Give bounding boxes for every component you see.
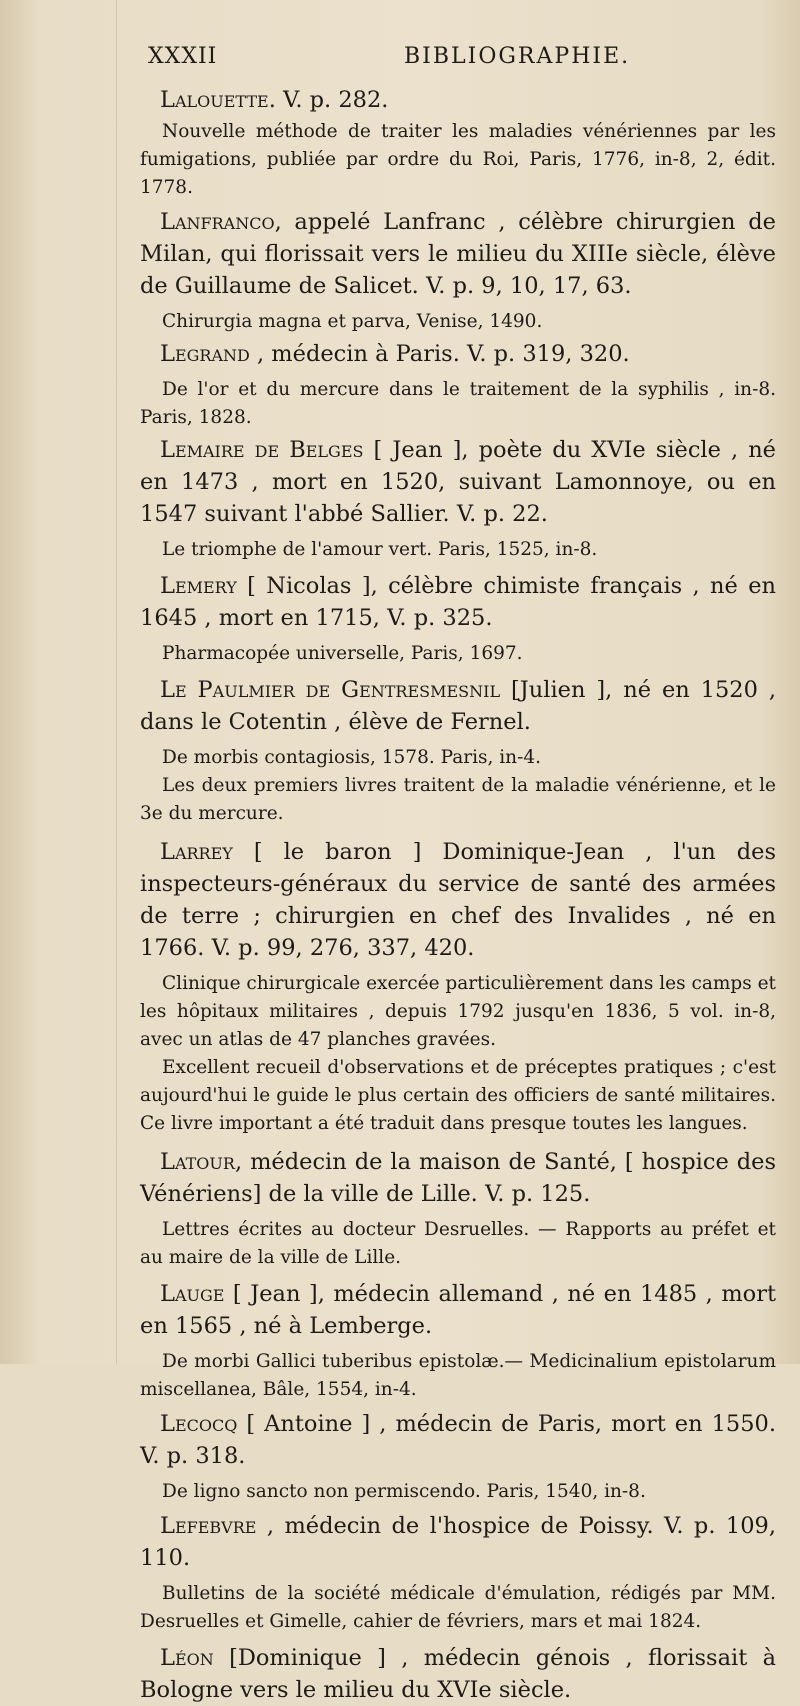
entry-head xyxy=(140,674,776,738)
work-citation: De morbi Gallici tuberibus epistolæ.— Medicinalium epistolarum miscellanea, Bâle, 1554, in-4. xyxy=(140,1351,776,1400)
author-name: Lauge xyxy=(160,1281,225,1307)
bibliography-entry xyxy=(140,1146,776,1272)
author-description: , médecin à Paris. V. p. 319, 320. xyxy=(249,341,630,367)
bibliography-entry xyxy=(140,1408,776,1506)
entry-head xyxy=(140,1278,776,1342)
author-description: [ Jean ], médecin allemand , né en 1485 , mort en 1565 , né à Lemberge. xyxy=(140,1281,776,1339)
work-citation: Bulletins de la société médicale d'émulation, rédigés par MM. Desruelles et Gimelle, cahier de févriers, mars et mai 1824. xyxy=(140,1583,776,1632)
running-title: BIBLIOGRAPHIE. xyxy=(404,44,631,69)
author-description: [Dominique ] , médecin génois , florissait à Bologne vers le milieu du XVIe siècle. xyxy=(140,1645,776,1703)
author-description: [ Antoine ] , médecin de Paris, mort en 1550. V. p. 318. xyxy=(140,1411,776,1469)
author-description: , appelé Lanfranc , célèbre chirurgien de Milan, qui florissait vers le milieu du XIIIe siècle, élève de Guillaume de Salicet. V. p. 9, 10, 17, 63. xyxy=(140,209,776,299)
bibliography-entry xyxy=(140,570,776,668)
work-note: Excellent recueil d'observations et de préceptes pratiques ; c'est aujourd'hui le guide le plus certain des officiers de santé militaires. Ce livre important a été traduit dans presque toutes les langues. xyxy=(140,1057,776,1134)
author-description: [Julien ], né en 1520 , dans le Cotentin , élève de Fernel. xyxy=(140,677,776,735)
author-name: Léon xyxy=(160,1645,214,1671)
work-citation: De ligno sancto non permiscendo. Paris, 1540, in-8. xyxy=(162,1481,646,1502)
bibliography-entry xyxy=(140,836,776,1138)
author-name: Lefebvre xyxy=(160,1513,257,1539)
bibliography-entry xyxy=(140,84,776,202)
bibliography-entry xyxy=(140,674,776,828)
entry-head xyxy=(140,434,776,530)
work-note: Les deux premiers livres traitent de la maladie vénérienne, et le 3e du mercure. xyxy=(140,775,776,824)
author-name: Lanfranco xyxy=(160,209,275,235)
author-name: Larrey xyxy=(160,839,233,865)
bibliography-entry xyxy=(140,206,776,336)
entry-head xyxy=(140,84,776,116)
binding-edge xyxy=(0,0,117,1364)
work-citation: Nouvelle méthode de traiter les maladies vénériennes par les fumigations, publiée par ordre du Roi, Paris, 1776, in-8, 2, édit. 1778. xyxy=(140,121,776,198)
author-name: Lemery xyxy=(160,573,237,599)
bibliography-entry xyxy=(140,434,776,564)
bibliography-list xyxy=(140,84,776,1706)
work-citation: De l'or et du mercure dans le traitement de la syphilis , in-8. Paris, 1828. xyxy=(140,379,776,428)
author-description: , médecin de l'hospice de Poissy. V. p. 109, 110. xyxy=(140,1513,776,1571)
page-header xyxy=(148,44,740,72)
author-description: [ Nicolas ], célèbre chimiste français , né en 1645 , mort en 1715, V. p. 325. xyxy=(140,573,776,631)
author-name: Le Paulmier de Gentresmesnil xyxy=(160,677,501,703)
work-citation: Clinique chirurgicale exercée particulièrement dans les camps et les hôpitaux militaires , depuis 1792 jusqu'en 1836, 5 vol. in-8, avec un atlas de 47 planches gravées. xyxy=(140,973,776,1050)
author-description: , médecin de la maison de Santé, [ hospice des Vénériens] de la ville de Lille. V. p. 125. xyxy=(140,1149,776,1207)
author-name: Legrand xyxy=(160,341,250,367)
page-number: XXXII xyxy=(148,44,218,69)
work-citation: Le triomphe de l'amour vert. Paris, 1525, in-8. xyxy=(162,539,598,560)
work-citation: Lettres écrites au docteur Desruelles. — Rapports au préfet et au maire de la ville de Lille. xyxy=(140,1219,776,1268)
author-description: [ Jean ], poète du XVIe siècle , né en 1473 , mort en 1520, suivant Lamonnoye, ou en 1547 suivant l'abbé Sallier. V. p. 22. xyxy=(140,437,776,527)
bibliography-entry xyxy=(140,338,776,432)
entry-head xyxy=(140,836,776,964)
entry-head xyxy=(140,338,776,370)
entry-head xyxy=(140,206,776,302)
entry-head xyxy=(140,1146,776,1210)
author-description: [ le baron ] Dominique-Jean , l'un des inspecteurs-généraux du service de santé des armées de terre ; chirurgien en chef des Invalides , né en 1766. V. p. 99, 276, 337, 420. xyxy=(140,839,776,961)
author-name: Lecocq xyxy=(160,1411,238,1437)
entry-head xyxy=(140,1510,776,1574)
work-citation: Chirurgia magna et parva, Venise, 1490. xyxy=(162,311,543,332)
author-name: Lemaire de Belges xyxy=(160,437,364,463)
work-citation: Pharmacopée universelle, Paris, 1697. xyxy=(162,643,523,664)
entry-head xyxy=(140,1642,776,1706)
bibliography-entry xyxy=(140,1510,776,1636)
bibliography-entry xyxy=(140,1278,776,1404)
author-name: Latour xyxy=(160,1149,235,1175)
work-citation: De morbis contagiosis, 1578. Paris, in-4. xyxy=(162,747,541,768)
entry-head xyxy=(140,1408,776,1472)
author-name: Lalouette xyxy=(160,87,269,113)
entry-head xyxy=(140,570,776,634)
bibliography-entry xyxy=(140,1642,776,1706)
author-description: . V. p. 282. xyxy=(268,87,389,113)
